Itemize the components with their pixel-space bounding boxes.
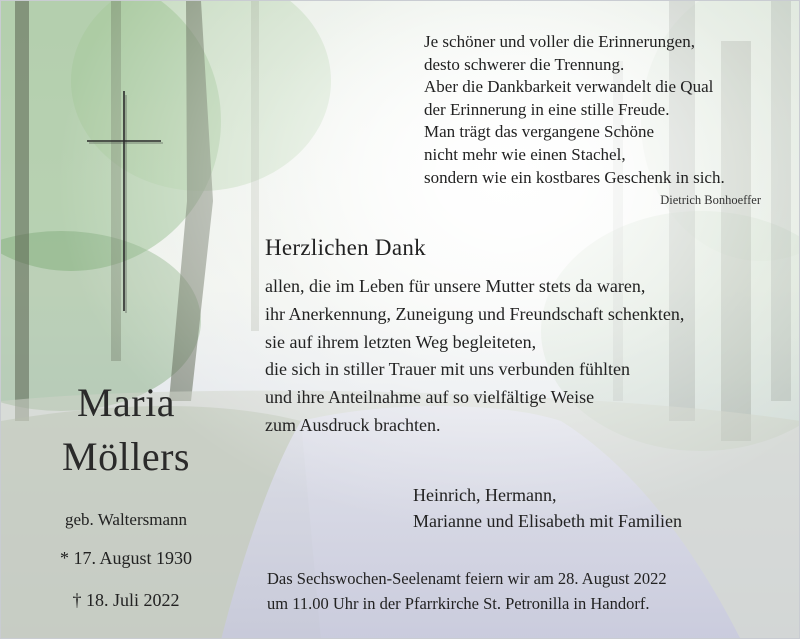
death-date: † 18. Juli 2022 (72, 590, 180, 610)
cross-icon (85, 89, 165, 315)
quote-line: desto schwerer die Trennung. (424, 54, 625, 74)
quote-line: Aber die Dankbarkeit verwandelt die Qual (424, 77, 714, 97)
thanks-line: ihr Anerkennung, Zuneigung und Freundschaft schenkten, (265, 303, 685, 324)
deceased-first-name: Maria (76, 380, 175, 425)
service-line: um 11.00 Uhr in der Pfarrkirche St. Petronilla in Handorf. (267, 593, 650, 613)
birth-date: * 17. August 1930 (59, 548, 192, 568)
family-signature (413, 482, 783, 534)
thanks-text (265, 273, 785, 440)
quote-line: nicht mehr wie einen Stachel, (424, 144, 626, 164)
thanks-line: die sich in stiller Trauer mit uns verbunden fühlten (265, 359, 630, 380)
thanks-line: zum Ausdruck brachten. (265, 414, 441, 435)
thanks-heading: Herzlichen Dank (265, 235, 426, 260)
quote-line: sondern wie ein kostbares Geschenk in sich. (424, 167, 725, 187)
quote-line: der Erinnerung in eine stille Freude. (424, 99, 670, 119)
family-line: Heinrich, Hermann, (413, 485, 557, 505)
birth-name: geb. Waltersmann (64, 510, 187, 529)
thanks-line: und ihre Anteilnahme auf so vielfältige Weise (265, 387, 595, 408)
thanks-line: sie auf ihrem letzten Weg begleiteten, (265, 331, 537, 352)
deceased-last-name: Möllers (62, 434, 190, 479)
memorial-service-notice (267, 567, 787, 616)
service-line: Das Sechswochen-Seelenamt feiern wir am 28. August 2022 (267, 569, 667, 588)
quote-author: Dietrich Bonhoeffer (660, 193, 761, 207)
thanks-line: allen, die im Leben für unsere Mutter stets da waren, (265, 276, 646, 296)
quote-block (424, 31, 784, 189)
quote-line: Je schöner und voller die Erinnerungen, (424, 32, 695, 51)
quote-line: Man trägt das vergangene Schöne (424, 122, 655, 142)
family-line: Marianne und Elisabeth mit Familien (413, 511, 682, 531)
